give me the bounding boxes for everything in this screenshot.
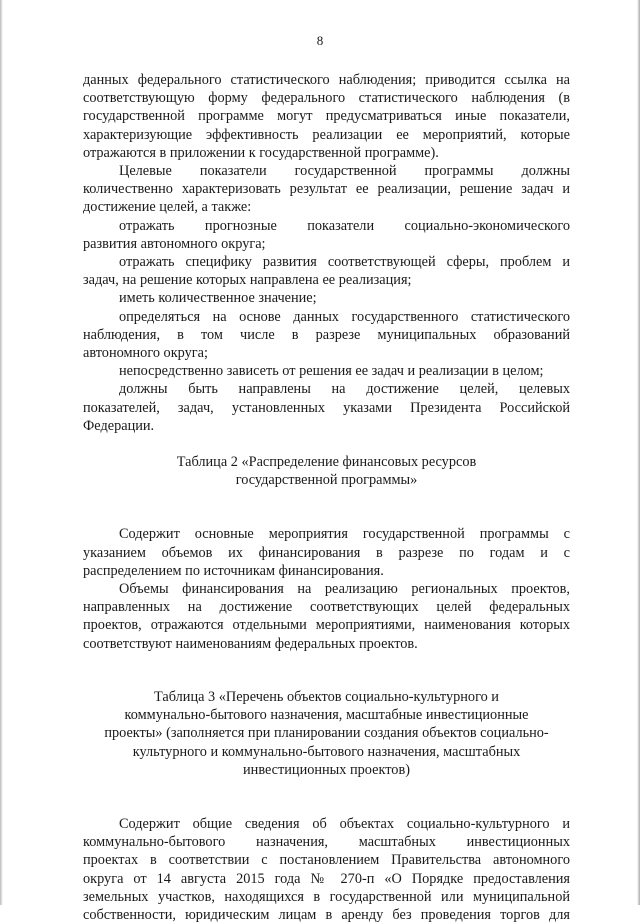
text-line: округа от 14 августа 2015 года № 270-п «О Порядке предоставления [83, 870, 570, 887]
text-line: количественно характеризовать результат ее реализации, решение задач и [83, 181, 570, 198]
text-line: задач, на решение которых направлена ее реализация; [83, 272, 412, 289]
table-3-caption: коммунально-бытового назначения, масштабные инвестиционные [124, 707, 529, 724]
page-number: 8 [316, 33, 324, 48]
text-line: развития автономного округа; [83, 235, 266, 252]
spacer [83, 653, 570, 688]
text-line: должны быть направлены на достижение целей, целевых [119, 381, 570, 398]
text-line: соответствующую форму федерального статистического наблюдения (в [83, 90, 570, 107]
table-3-caption: инвестиционных проектов) [243, 761, 410, 778]
text-line: непосредственно зависеть от решения ее задач и реализации в целом; [119, 363, 544, 380]
spacer [83, 779, 570, 815]
table-2-caption: государственной программы» [235, 472, 418, 489]
table-3-caption: Таблица 3 «Перечень объектов социально-культурного и [154, 688, 499, 705]
text-line: проектах в соответствии с постановлением Правительства автономного [83, 852, 570, 869]
text-line: распределением по источникам финансирования. [83, 562, 384, 579]
text-line: отражаются в приложении к государственной программе). [83, 144, 439, 161]
text-line: автономного округа; [83, 345, 208, 362]
text-line: государственной программе могут предусматриваться иные показатели, [83, 108, 570, 125]
text-line: достижение целей, а также: [83, 199, 252, 216]
text-line: определяться на основе данных государственного статистического [119, 308, 570, 325]
text-line: собственности, юридическим лицам в аренду без проведения торгов для [83, 906, 570, 923]
text-line: коммунально-бытового назначения, масштабных инвестиционных [83, 834, 570, 851]
text-line: наблюдения, в том числе в разрезе муниципальных образований [83, 326, 570, 343]
table-2-caption: Таблица 2 «Распределение финансовых ресурсов [176, 454, 477, 471]
text-line: земельных участков, находящихся в государственной или муниципальной [83, 888, 570, 905]
document-body [83, 71, 570, 924]
text-line: показателей, задач, установленных указами Президента Российской [83, 399, 570, 416]
text-line: Целевые показатели государственной программы должны [119, 163, 570, 180]
text-line: направленных на достижение соответствующих целей федеральных [83, 599, 570, 616]
text-line: Объемы финансирования на реализацию региональных проектов, [119, 581, 570, 598]
table-3-caption: культурного и коммунально-бытового назначения, масштабных [132, 743, 521, 760]
table-3-caption: проекты» (заполняется при планировании создания объектов социально- [104, 725, 549, 742]
text-line: соответствуют наименованиям федеральных проектов. [83, 635, 418, 652]
text-line: проектов, отражаются отдельными мероприятиями, наименования которых [83, 617, 570, 634]
text-line: характеризующие эффективность реализации ее мероприятий, которые [83, 126, 570, 143]
text-line: указанием объемов их финансирования в разрезе по годам и с [83, 544, 570, 561]
text-line: Федерации. [83, 417, 155, 434]
spacer [83, 435, 570, 453]
text-line: данных федерального статистического наблюдения; приводится ссылка на [83, 72, 570, 88]
spacer [83, 489, 570, 525]
text-line: отражать специфику развития соответствующей сферы, проблем и [119, 254, 570, 271]
scan-edge-left [0, 0, 3, 905]
text-line: отражать прогнозные показатели социально-экономического [119, 217, 570, 234]
text-line: иметь количественное значение; [119, 290, 317, 307]
text-line: Содержит основные мероприятия государственной программы с [119, 526, 570, 543]
text-line: Содержит общие сведения об объектах социально-культурного и [119, 815, 570, 832]
